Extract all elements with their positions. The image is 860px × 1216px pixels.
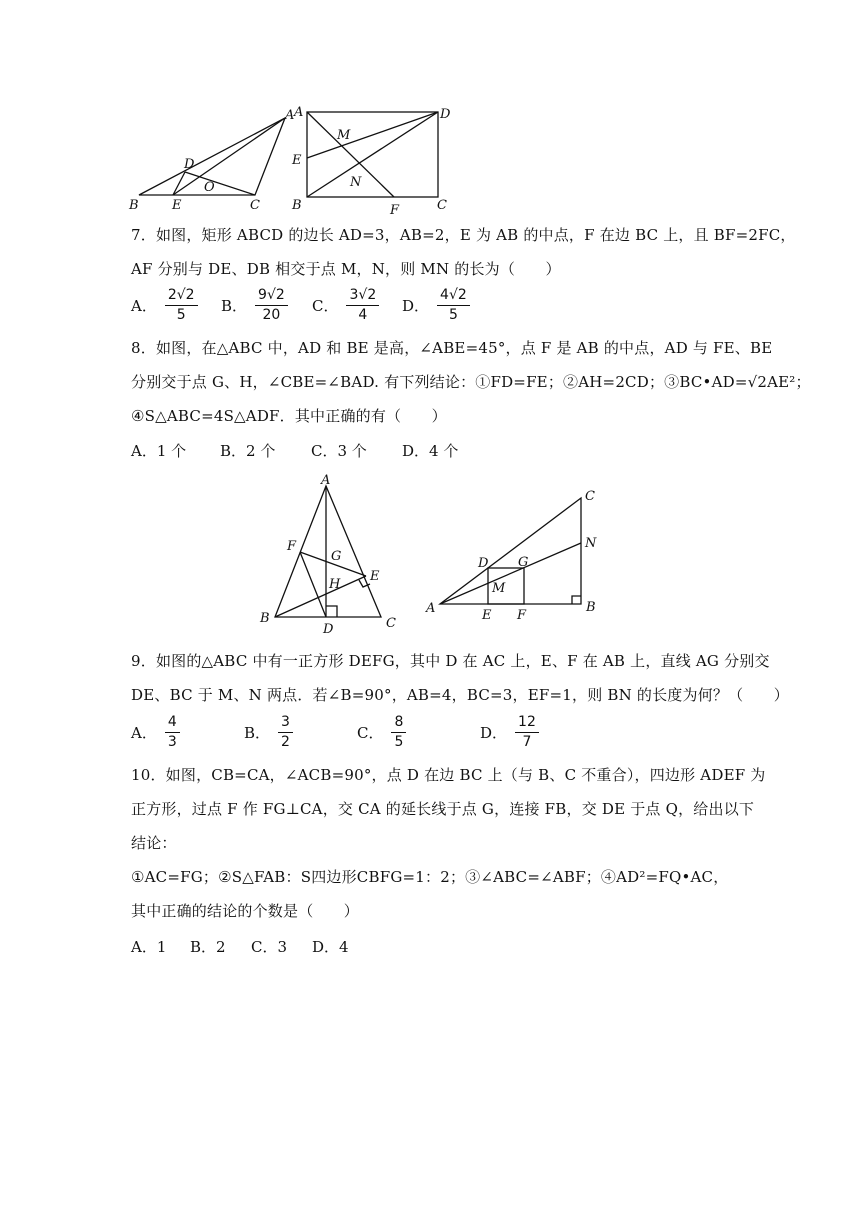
fraction: $\frac{12}{7}$: [515, 715, 539, 750]
label-B: B: [586, 600, 596, 615]
label-F: F: [517, 608, 527, 622]
label-A: A: [285, 108, 295, 123]
q7-option-d[interactable]: D． $\frac{4√2}{5}$: [402, 288, 470, 323]
q8-option-b[interactable]: B．2 个: [220, 442, 276, 460]
q10-line2: 正方形，过点 F 作 FG⊥CA，交 CA 的延长线于点 G，连接 FB，交 DE 于点 Q，给出以下: [131, 800, 755, 818]
fraction: $\frac{9√2}{20}$: [255, 288, 288, 323]
q10-line4: ①AC=FG；②S△FAB：S四边形CBFG=1：2；③∠ABC=∠ABF；④AD²=FQ•AC，: [131, 868, 729, 886]
label-D: D: [184, 157, 195, 172]
label-N: N: [585, 536, 597, 551]
label-C: C: [585, 489, 595, 504]
label-D: D: [323, 622, 334, 635]
figure-triangle-deo: [125, 104, 300, 216]
label-D: D: [478, 556, 489, 571]
fraction: $\frac{3√2}{4}$: [346, 288, 379, 323]
label-C: C: [386, 616, 396, 631]
label-C: C: [250, 198, 260, 213]
label-M: M: [492, 581, 506, 596]
fraction: $\frac{2√2}{5}$: [165, 288, 198, 323]
q8-line1: 8．如图，在△ABC 中，AD 和 BE 是高，∠ABE=45°，点 F 是 AB 的中点，AD 与 FE、BE: [131, 339, 773, 357]
label-N: N: [350, 175, 362, 190]
label-H: H: [329, 577, 341, 592]
label-B: B: [129, 198, 139, 213]
q10-line1: 10．如图，CB=CA，∠ACB=90°，点 D 在边 BC 上（与 B、C 不重合），四边形 ADEF 为: [131, 766, 766, 784]
q9-option-a[interactable]: A． $\frac{4}{3}$: [131, 715, 180, 750]
label-G: G: [331, 549, 342, 564]
q7-option-a[interactable]: A． $\frac{2√2}{5}$: [131, 288, 198, 323]
q10-line3: 结论：: [131, 834, 177, 852]
q7-line1: 7．如图，矩形 ABCD 的边长 AD=3，AB=2，E 为 AB 的中点，F 在边 BC 上，且 BF=2FC，: [131, 226, 796, 244]
label-G: G: [518, 555, 529, 570]
q9-option-b[interactable]: B． $\frac{3}{2}$: [244, 715, 293, 750]
label-B: B: [260, 611, 270, 626]
fraction: $\frac{4√2}{5}$: [437, 288, 470, 323]
label-D: D: [440, 107, 451, 122]
q7-option-b[interactable]: B． $\frac{9√2}{20}$: [221, 288, 288, 323]
label-B: B: [292, 198, 302, 213]
figure-rectangle-abcd: [285, 100, 460, 218]
q10-option-b[interactable]: B．2: [190, 938, 226, 956]
label-M: M: [337, 128, 351, 143]
fraction: $\frac{4}{3}$: [165, 715, 180, 750]
label-E: E: [370, 569, 380, 584]
label-A: A: [321, 473, 331, 488]
q7-option-c[interactable]: C． $\frac{3√2}{4}$: [312, 288, 379, 323]
q10-option-d[interactable]: D．4: [312, 938, 349, 956]
q10-option-a[interactable]: A．1: [131, 938, 167, 956]
label-F: F: [287, 539, 297, 554]
label-E: E: [172, 198, 182, 213]
q10-option-c[interactable]: C．3: [251, 938, 288, 956]
q9-line2: DE、BC 于 M、N 两点．若∠B=90°，AB=4，BC=3，EF=1，则 BN 的长度为何？（ ）: [131, 686, 789, 704]
label-F: F: [390, 203, 400, 218]
q9-option-c[interactable]: C． $\frac{8}{5}$: [357, 715, 406, 750]
fraction: $\frac{3}{2}$: [278, 715, 293, 750]
q8-line2: 分别交于点 G、H，∠CBE=∠BAD. 有下列结论：①FD=FE；②AH=2CD；③BC•AD=√2AE²；: [131, 373, 811, 391]
q8-option-a[interactable]: A．1 个: [131, 442, 187, 460]
fraction: $\frac{8}{5}$: [391, 715, 406, 750]
q8-line3: ④S△ABC=4S△ADF．其中正确的有（ ）: [131, 407, 447, 425]
label-A: A: [426, 601, 436, 616]
label-O: O: [204, 180, 215, 195]
label-E: E: [482, 608, 492, 622]
figure-triangle-heights: [255, 470, 415, 635]
figure-right-triangle-square: [420, 482, 605, 622]
label-E: E: [292, 153, 302, 168]
q10-line5: 其中正确的结论的个数是（ ）: [131, 902, 360, 920]
q7-line2: AF 分别与 DE、DB 相交于点 M，N，则 MN 的长为（ ）: [131, 260, 561, 278]
q9-option-d[interactable]: D． $\frac{12}{7}$: [480, 715, 539, 750]
q8-option-c[interactable]: C．3 个: [311, 442, 367, 460]
q9-line1: 9．如图的△ABC 中有一正方形 DEFG，其中 D 在 AC 上，E、F 在 AB 上，直线 AG 分别交: [131, 652, 770, 670]
label-A: A: [294, 105, 304, 120]
q8-option-d[interactable]: D．4 个: [402, 442, 459, 460]
label-C: C: [437, 198, 447, 213]
